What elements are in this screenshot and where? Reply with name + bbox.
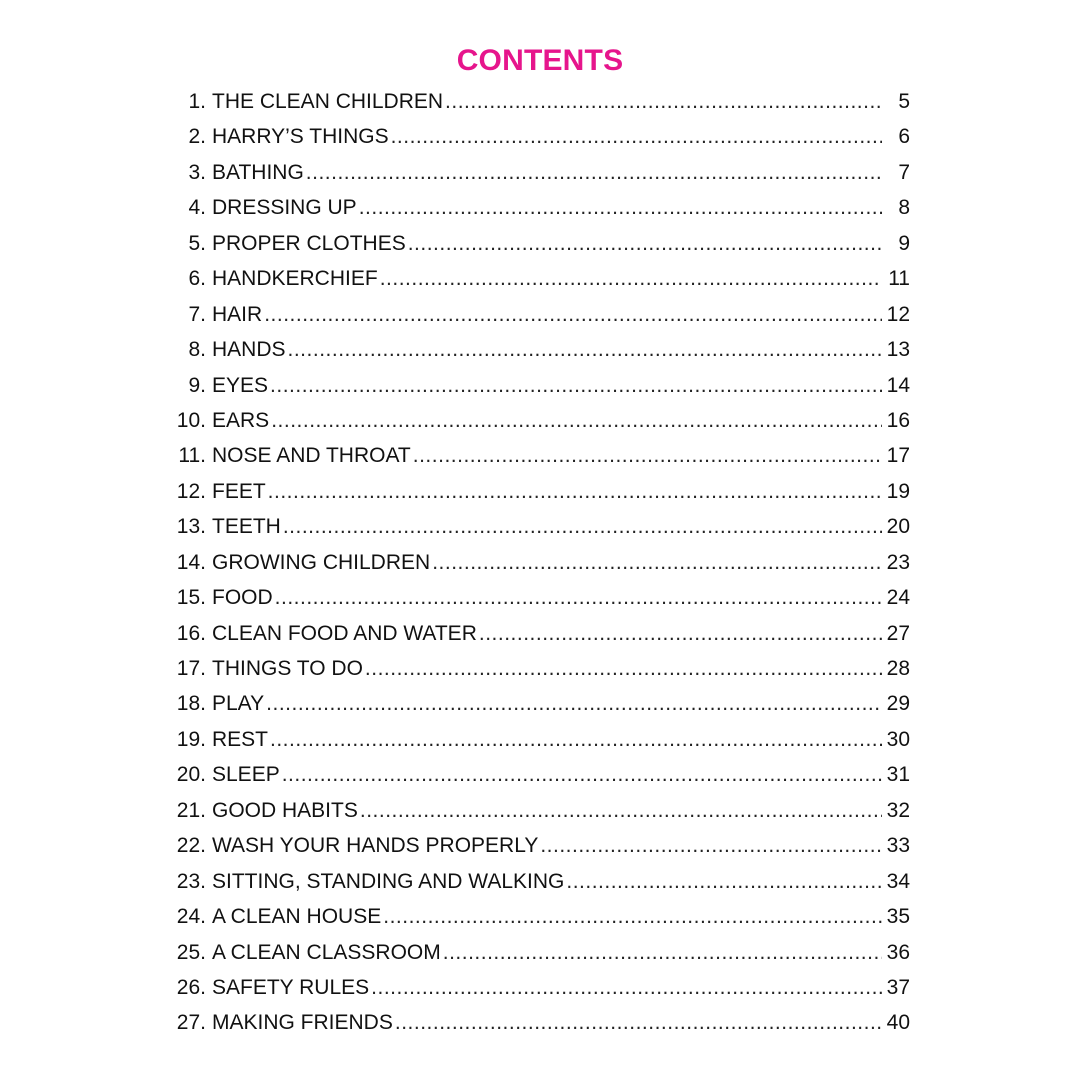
toc-entry-number: 27.	[176, 1011, 206, 1035]
toc-entry-page: 31	[886, 763, 910, 787]
toc-entry-number: 2.	[188, 125, 206, 149]
toc-entry-page: 32	[886, 798, 910, 822]
toc-entry-page: 16	[886, 408, 910, 432]
toc-entry-page: 13	[886, 338, 910, 362]
toc-entry-title: SAFETY RULES	[212, 975, 370, 999]
toc-entry[interactable]	[170, 368, 910, 403]
toc-entry[interactable]	[170, 935, 910, 970]
toc-entry-number: 1.	[188, 90, 206, 113]
toc-entry[interactable]	[170, 722, 910, 757]
toc-entry[interactable]	[170, 651, 910, 686]
toc-entry-page: 27	[886, 621, 910, 645]
toc-entry[interactable]	[170, 226, 910, 261]
toc-entry-title: GOOD HABITS	[212, 798, 358, 822]
toc-entry-number: 13.	[176, 515, 206, 539]
toc-entry-page: 12	[886, 302, 910, 326]
toc-entry-title: TEETH	[212, 515, 281, 539]
toc-entry-page: 7	[898, 160, 910, 184]
toc-leader-dots	[395, 1005, 882, 1040]
toc-entry[interactable]	[170, 297, 910, 332]
toc-entry-page: 9	[898, 231, 910, 255]
toc-entry[interactable]	[170, 403, 910, 438]
toc-entry-page: 37	[886, 975, 910, 999]
toc-entry-number: 6.	[188, 267, 206, 291]
toc-entry-page: 14	[886, 373, 910, 397]
toc-entry-page: 34	[886, 869, 910, 893]
toc-entry-page: 30	[886, 727, 910, 751]
toc-entry-page: 5	[898, 90, 910, 113]
toc-leader-dots	[432, 545, 882, 580]
toc-entry-title: EYES	[212, 373, 269, 397]
toc-entry-title: HAIR	[212, 302, 263, 326]
toc-entry[interactable]	[170, 438, 910, 473]
toc-entry[interactable]	[170, 580, 910, 615]
table-of-contents	[170, 84, 910, 1041]
toc-entry-title: HARRY’S THINGS	[212, 125, 389, 149]
toc-entry-title: PROPER CLOTHES	[212, 231, 406, 255]
toc-entry-number: 25.	[176, 940, 206, 964]
toc-entry-number: 5.	[188, 231, 206, 255]
toc-entry-title: WASH YOUR HANDS PROPERLY	[212, 834, 539, 858]
toc-entry-title: A CLEAN CLASSROOM	[212, 940, 441, 964]
toc-leader-dots	[271, 403, 882, 438]
toc-entry-title: SITTING, STANDING AND WALKING	[212, 869, 565, 893]
toc-leader-dots	[266, 686, 882, 721]
toc-entry[interactable]	[170, 84, 910, 119]
toc-entry[interactable]	[170, 828, 910, 863]
toc-entry-page: 20	[886, 515, 910, 539]
toc-entry-page: 11	[888, 267, 910, 291]
toc-entry-title: A CLEAN HOUSE	[212, 905, 382, 929]
toc-entry[interactable]	[170, 261, 910, 296]
toc-entry-number: 24.	[176, 905, 206, 929]
toc-leader-dots	[306, 155, 882, 190]
toc-entry-number: 12.	[176, 479, 206, 503]
toc-entry-title: SLEEP	[212, 763, 280, 787]
toc-entry-number: 26.	[176, 975, 206, 999]
toc-leader-dots	[479, 616, 882, 651]
toc-leader-dots	[566, 864, 882, 899]
toc-entry-page: 19	[886, 479, 910, 503]
toc-entry-number: 8.	[188, 338, 206, 362]
toc-entry-title: HANDKERCHIEF	[212, 267, 378, 291]
toc-leader-dots	[383, 899, 882, 934]
toc-entry-title: MAKING FRIENDS	[212, 1011, 393, 1035]
toc-entry-page: 8	[898, 196, 910, 220]
toc-entry-page: 24	[886, 586, 910, 610]
toc-entry-number: 17.	[176, 657, 206, 680]
toc-leader-dots	[413, 438, 882, 473]
toc-entry-title: PLAY	[212, 692, 265, 716]
toc-entry-title: FEET	[212, 479, 266, 503]
toc-leader-dots	[359, 190, 882, 225]
toc-leader-dots	[270, 368, 882, 403]
toc-entry-number: 3.	[188, 160, 206, 184]
toc-leader-dots	[443, 935, 882, 970]
toc-entry-page: 33	[886, 834, 910, 858]
toc-entry-title: FOOD	[212, 586, 273, 610]
toc-entry-number: 9.	[188, 373, 206, 397]
toc-entry-number: 14.	[176, 550, 206, 574]
toc-entry-page: 36	[886, 940, 910, 964]
toc-entry-page: 29	[886, 692, 910, 716]
toc-entry[interactable]	[170, 970, 910, 1005]
page-bottom-edge	[170, 1076, 910, 1080]
toc-entry-title: GROWING CHILDREN	[212, 550, 431, 574]
toc-leader-dots	[365, 651, 882, 686]
toc-entry[interactable]	[170, 864, 910, 899]
toc-leader-dots	[360, 793, 882, 828]
toc-entry-page: 28	[886, 657, 910, 680]
toc-entry-number: 7.	[188, 302, 206, 326]
toc-entry-page: 17	[886, 444, 910, 468]
toc-leader-dots	[264, 297, 882, 332]
toc-entry[interactable]	[170, 155, 910, 190]
toc-entry-page: 40	[886, 1011, 910, 1035]
toc-entry-page: 35	[886, 905, 910, 929]
toc-entry[interactable]	[170, 616, 910, 651]
toc-entry-number: 11.	[178, 444, 206, 468]
toc-entry-number: 20.	[176, 763, 206, 787]
toc-entry-number: 10.	[176, 408, 206, 432]
toc-entry-title: BATHING	[212, 160, 304, 184]
toc-entry[interactable]	[170, 686, 910, 721]
toc-leader-dots	[275, 580, 882, 615]
toc-entry-title: EARS	[212, 408, 270, 432]
toc-leader-dots	[268, 474, 882, 509]
toc-entry-title: CLEAN FOOD AND WATER	[212, 621, 477, 645]
toc-entry-number: 15.	[176, 586, 206, 610]
toc-entry[interactable]	[170, 190, 910, 225]
toc-entry-number: 21.	[176, 798, 206, 822]
toc-entry-title: THINGS TO DO	[212, 657, 363, 680]
toc-leader-dots	[408, 226, 882, 261]
toc-leader-dots	[282, 757, 882, 792]
toc-entry-title: NOSE AND THROAT	[212, 444, 411, 468]
toc-entry-title: DRESSING UP	[212, 196, 357, 220]
toc-entry[interactable]	[170, 332, 910, 367]
toc-entry[interactable]	[170, 545, 910, 580]
toc-entry-title: REST	[212, 727, 269, 751]
toc-entry[interactable]	[170, 119, 910, 154]
toc-entry[interactable]	[170, 474, 910, 509]
toc-entry-number: 19.	[176, 727, 206, 751]
toc-entry[interactable]	[170, 899, 910, 934]
toc-leader-dots	[371, 970, 882, 1005]
toc-leader-dots	[270, 722, 882, 757]
toc-entry-title: HANDS	[212, 338, 286, 362]
page-title: CONTENTS	[456, 44, 624, 77]
toc-leader-dots	[288, 332, 882, 367]
toc-leader-dots	[391, 119, 882, 154]
toc-leader-dots	[283, 509, 882, 544]
toc-entry-page: 6	[898, 125, 910, 149]
toc-entry[interactable]	[170, 793, 910, 828]
toc-leader-dots	[540, 828, 882, 863]
toc-entry[interactable]	[170, 1005, 910, 1040]
toc-entry-number: 16.	[176, 621, 206, 645]
toc-entry-number: 23.	[176, 869, 206, 893]
toc-entry-number: 22.	[176, 834, 206, 858]
toc-entry[interactable]	[170, 757, 910, 792]
toc-leader-dots	[380, 261, 882, 296]
toc-leader-dots	[445, 84, 882, 119]
toc-entry-title: THE CLEAN CHILDREN	[212, 90, 444, 113]
toc-entry-number: 18.	[176, 692, 206, 716]
toc-entry-number: 4.	[188, 196, 206, 220]
toc-entry-page: 23	[886, 550, 910, 574]
toc-entry[interactable]	[170, 509, 910, 544]
